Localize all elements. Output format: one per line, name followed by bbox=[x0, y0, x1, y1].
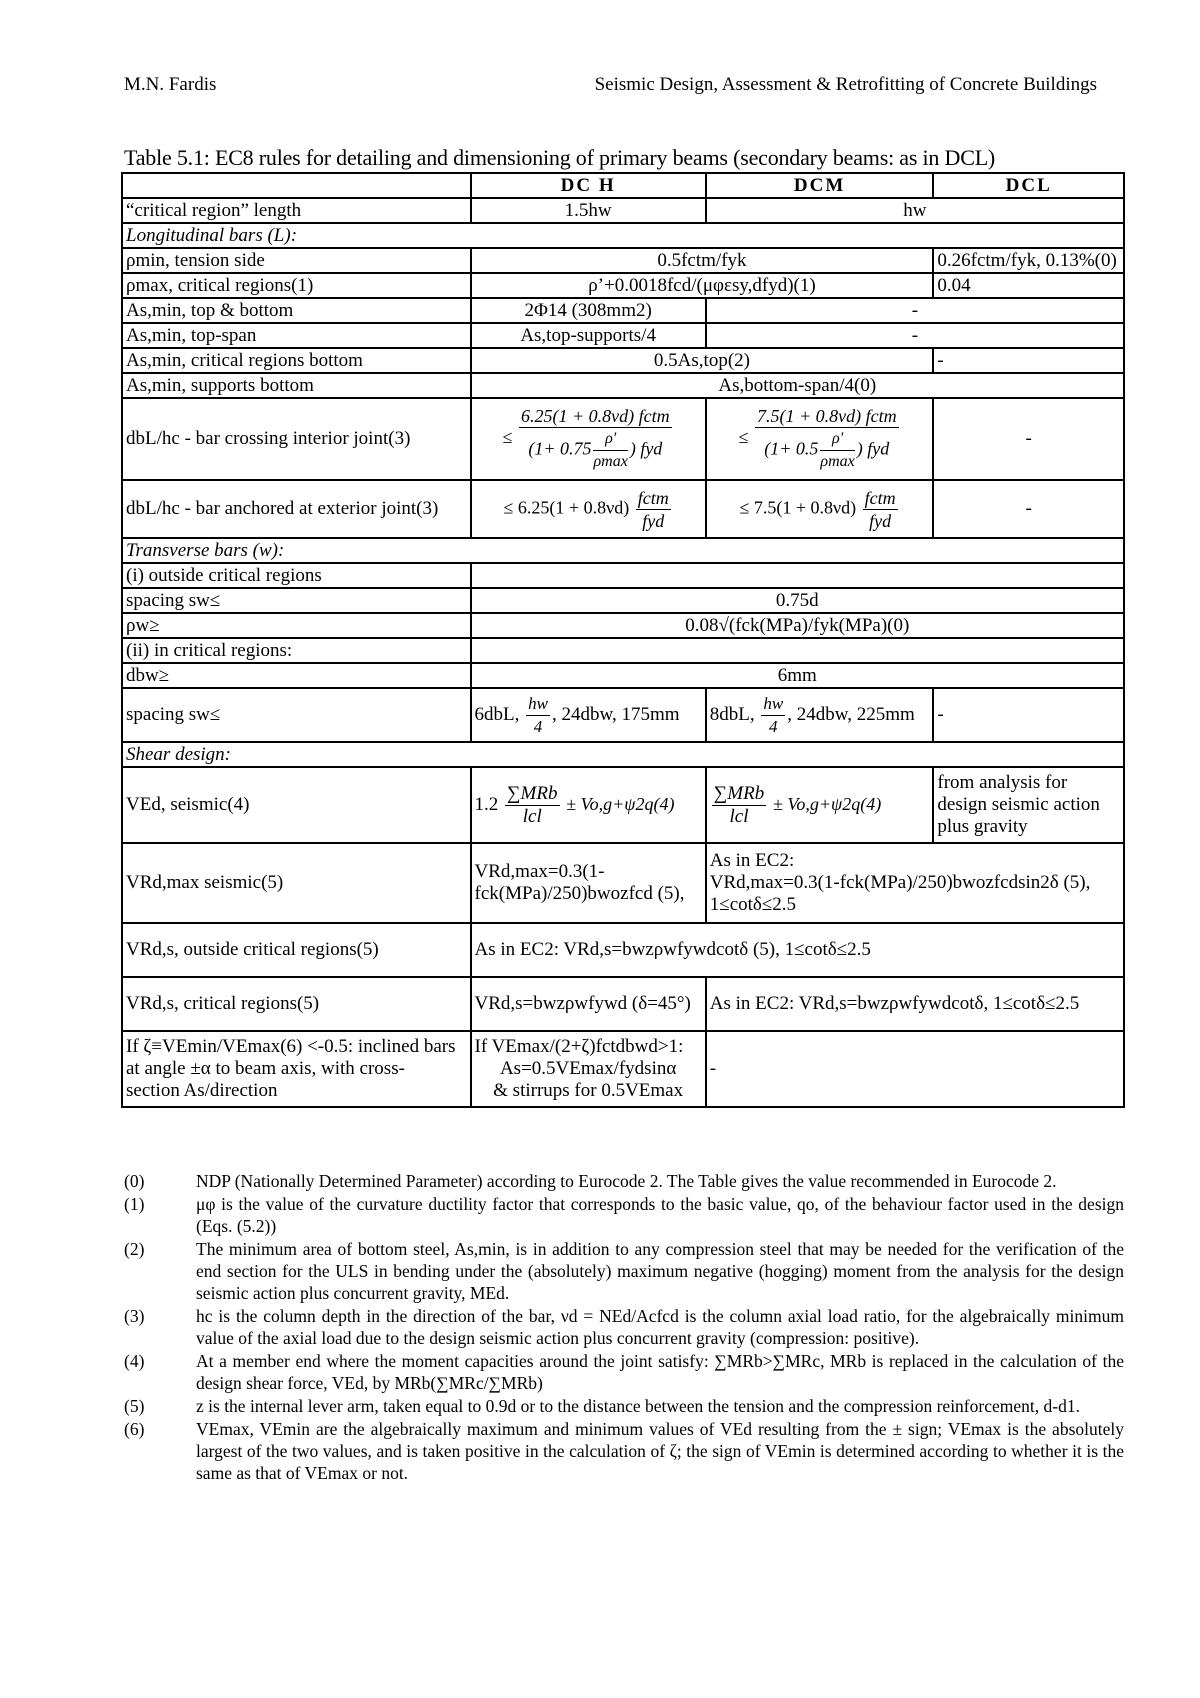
row-label: VRd,s, outside critical regions(5) bbox=[122, 923, 471, 977]
cell-dcl: - bbox=[933, 688, 1124, 742]
row-label: spacing sw≤ bbox=[122, 588, 471, 613]
cell-dcm: 8dbL, $\frac{hw}{4}$ , 24dbw, 225mm bbox=[706, 688, 934, 742]
section-transverse: Transverse bars (w): bbox=[122, 538, 1124, 563]
footnote: (1) μφ is the value of the curvature ductility factor that corresponds to the basic value, qo, of the behaviour factor used in the design (Eqs. (5.2)) bbox=[124, 1194, 1124, 1236]
table-caption: Table 5.1: EC8 rules for detailing and dimensioning of primary beams (secondary beams: as in DCL) bbox=[124, 145, 996, 170]
formula-fraction bbox=[755, 405, 899, 473]
formula-fraction: $\frac{\text{fctm}}{\text{fyd}}$ bbox=[637, 487, 669, 531]
table-row bbox=[122, 613, 1124, 638]
cell-dcm-dcl: - bbox=[706, 323, 1124, 348]
row-label: If ζ≡VEmin/VEmax(6) <-0.5: inclined bars at angle ±α to beam axis, with cross- section As/direction bbox=[122, 1031, 471, 1107]
cell-dch-formula: ≤ 6.25(1 + 0.8νd) $\frac{\text{fctm}}{\text{fyd}}$ bbox=[471, 480, 706, 538]
cell-dch: If VEmax/(2+ζ)fctdbwd>1: As=0.5VEmax/fydsinα & stirrups for 0.5VEmax bbox=[471, 1031, 706, 1107]
formula-numerator: 7.5(1 + 0.8νd) fctm bbox=[756, 406, 897, 426]
row-label: As,min, top & bottom bbox=[122, 298, 471, 323]
section-row bbox=[122, 538, 1124, 563]
cell-dch: VRd,max=0.3(1-fck(MPa)/250)bwozfcd (5), bbox=[471, 843, 706, 923]
table-row bbox=[122, 688, 1124, 742]
cell-dcm-dcl: As in EC2: VRd,s=bwzρwfywdcotδ, 1≤cotδ≤2.5 bbox=[706, 977, 1124, 1031]
table-row bbox=[122, 198, 1124, 223]
cell-dcl: 0.26fctm/fyk, 0.13%(0) bbox=[933, 248, 1124, 273]
header-author: M.N. Fardis bbox=[124, 74, 217, 95]
cell-all: As in EC2: VRd,s=bwzρwfywdcotδ (5), 1≤cotδ≤2.5 bbox=[471, 923, 1124, 977]
formula-numerator: 6.25(1 + 0.8νd) fctm bbox=[521, 406, 670, 426]
cell-dcm-formula: ≤ 7.5(1 + 0.8νd) $\frac{\text{fctm}}{\text{fyd}}$ bbox=[706, 480, 934, 538]
section-row bbox=[122, 223, 1124, 248]
formula-fraction: $\frac{\text{fctm}}{\text{fyd}}$ bbox=[864, 487, 896, 531]
table-row bbox=[122, 563, 1124, 588]
table-row bbox=[122, 480, 1124, 538]
section-longitudinal: Longitudinal bars (L): bbox=[122, 223, 1124, 248]
cell-dcl: - bbox=[933, 480, 1124, 538]
formula-denominator: (1+ 0.75 $\frac{\rho'}{\rho\max}$ ) fyd bbox=[528, 430, 663, 470]
table-row bbox=[122, 323, 1124, 348]
cell-empty bbox=[471, 638, 1124, 663]
table-row bbox=[122, 273, 1124, 298]
section-row bbox=[122, 742, 1124, 767]
cell-dch-dcm: 0.5fctm/fyk bbox=[471, 248, 934, 273]
cell-dcm-formula: $\frac{\text{∑MRb}}{\text{lcl}}$ ± Vo,g+ψ2q(4) bbox=[706, 767, 934, 843]
cell-dch: 6dbL, $\frac{hw}{4}$ , 24dbw, 175mm bbox=[471, 688, 706, 742]
cell-dch: As,top-supports/4 bbox=[471, 323, 706, 348]
row-label: As,min, supports bottom bbox=[122, 373, 471, 398]
footnote: (4) At a member end where the moment capacities around the joint satisfy: ∑MRb>∑MRc, MRb is replaced in the calculation of the design shear force, VEd, by MRb(∑MRc/∑MRb) bbox=[124, 1351, 1124, 1393]
table-row bbox=[122, 588, 1124, 613]
row-label: dbL/hc - bar crossing interior joint(3) bbox=[122, 398, 471, 480]
footnote: (6) VEmax, VEmin are the algebraically maximum and minimum values of VEd resulting from the ± sign; VEmax is the absolutely largest of the two values, and is taken positive in the calculation of ζ; the sign of VEmin is determined according to whether it is the same as that of VEmax or not. bbox=[124, 1419, 1124, 1483]
header-empty-cell bbox=[122, 173, 471, 198]
table-row bbox=[122, 638, 1124, 663]
table-row bbox=[122, 843, 1124, 923]
row-label: VRd,s, critical regions(5) bbox=[122, 977, 471, 1031]
table-row bbox=[122, 977, 1124, 1031]
table-row bbox=[122, 923, 1124, 977]
cell-dch-dcm: 0.5As,top(2) bbox=[471, 348, 934, 373]
leq-sign: ≤ bbox=[502, 427, 513, 448]
cell-dcm-formula bbox=[706, 398, 934, 480]
table-row bbox=[122, 248, 1124, 273]
row-label: ρmin, tension side bbox=[122, 248, 471, 273]
row-label: VEd, seismic(4) bbox=[122, 767, 471, 843]
row-label: (ii) in critical regions: bbox=[122, 638, 471, 663]
footnotes bbox=[124, 1170, 1124, 1485]
row-label: “critical region” length bbox=[122, 198, 471, 223]
cell-dcm-dcl: - bbox=[706, 298, 1124, 323]
cell-dch-dcm: ρ’+0.0018fcd/(μφεsy,dfyd)(1) bbox=[471, 273, 934, 298]
cell-all: 6mm bbox=[471, 663, 1124, 688]
table-row bbox=[122, 348, 1124, 373]
row-label: VRd,max seismic(5) bbox=[122, 843, 471, 923]
formula-denominator: (1+ 0.5 $\frac{\rho'}{\rho\max}$ ) fyd bbox=[764, 430, 890, 470]
table-row bbox=[122, 298, 1124, 323]
table-row bbox=[122, 398, 1124, 480]
cell-dcm-dcl: hw bbox=[706, 198, 1124, 223]
row-label: dbw≥ bbox=[122, 663, 471, 688]
table-row bbox=[122, 373, 1124, 398]
cell-dcl: from analysis for design seismic action plus gravity bbox=[933, 767, 1124, 843]
col-header-dcl: DCL bbox=[933, 173, 1124, 198]
cell-dch: 2Φ14 (308mm2) bbox=[471, 298, 706, 323]
cell-dch: 1.5hw bbox=[471, 198, 706, 223]
col-header-dcm: DCM bbox=[706, 173, 934, 198]
formula-fraction bbox=[519, 405, 672, 473]
footnote: (2) The minimum area of bottom steel, As,min, is in addition to any compression steel that may be needed for the verification of the end section for the ULS in bending under the (absolutely) maximum negative (hogging) moment from the analysis for the design seismic action plus concurrent gravity, MEd. bbox=[124, 1239, 1124, 1303]
row-label: (i) outside critical regions bbox=[122, 563, 471, 588]
row-label: As,min, critical regions bottom bbox=[122, 348, 471, 373]
row-label: As,min, top-span bbox=[122, 323, 471, 348]
cell-dcl: - bbox=[933, 348, 1124, 373]
cell-dcl: - bbox=[933, 398, 1124, 480]
row-label: ρmax, critical regions(1) bbox=[122, 273, 471, 298]
col-header-dch: DC H bbox=[471, 173, 706, 198]
footnote: (5) z is the internal lever arm, taken equal to 0.9d or to the distance between the tension and the compression reinforcement, d-d1. bbox=[124, 1396, 1080, 1416]
cell-all: As,bottom-span/4(0) bbox=[471, 373, 1124, 398]
row-label: ρw≥ bbox=[122, 613, 471, 638]
cell-dcl: 0.04 bbox=[933, 273, 1124, 298]
table-row bbox=[122, 1031, 1124, 1107]
rules-table bbox=[121, 172, 1125, 1108]
cell-all: 0.08√(fck(MPa)/fyk(MPa)(0) bbox=[471, 613, 1124, 638]
leq-sign: ≤ bbox=[738, 427, 749, 448]
row-label: spacing sw≤ bbox=[122, 688, 471, 742]
cell-all: 0.75d bbox=[471, 588, 1124, 613]
table-row bbox=[122, 767, 1124, 843]
cell-dch-formula bbox=[471, 398, 706, 480]
footnote: (0) NDP (Nationally Determined Parameter) according to Eurocode 2. The Table gives the value recommended in Eurocode 2. bbox=[124, 1171, 1057, 1191]
table-row bbox=[122, 663, 1124, 688]
section-shear: Shear design: bbox=[122, 742, 1124, 767]
cell-empty bbox=[471, 563, 1124, 588]
cell-dch-formula: 1.2 $\frac{\text{∑MRb}}{\text{lcl}}$ ± Vo,g+ψ2q(4) bbox=[471, 767, 706, 843]
cell-dch: VRd,s=bwzρwfywd (δ=45°) bbox=[471, 977, 706, 1031]
cell-dcm-dcl: - bbox=[706, 1031, 1124, 1107]
row-label: dbL/hc - bar anchored at exterior joint(3) bbox=[122, 480, 471, 538]
cell-dcm-dcl: As in EC2: VRd,max=0.3(1-fck(MPa)/250)bwozfcdsin2δ (5), 1≤cotδ≤2.5 bbox=[706, 843, 1124, 923]
footnote: (3) hc is the column depth in the direction of the bar, νd = NEd/Acfcd is the column axial load ratio, for the algebraically minimum value of the axial load due to the design seismic action plus concurrent gravity (compression: positive). bbox=[124, 1306, 1124, 1348]
header-book-title: Seismic Design, Assessment & Retrofitting of Concrete Buildings bbox=[594, 74, 1097, 95]
table-header-row bbox=[122, 173, 1124, 198]
